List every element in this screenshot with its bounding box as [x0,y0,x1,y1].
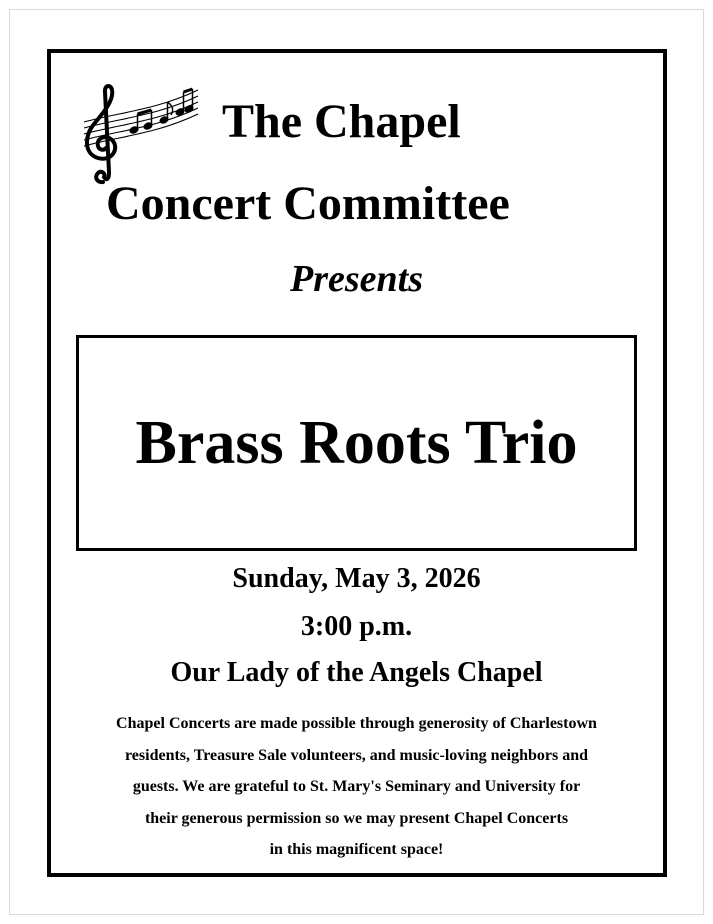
presents-heading: Presents [290,258,423,300]
blurb-line: residents, Treasure Sale volunteers, and music-loving neighbors and [124,746,588,764]
title-line-1: The Chapel [222,95,461,148]
event-time: 3:00 p.m. [300,611,413,642]
sponsor-blurb [70,708,643,866]
blurb-line: in this magnificent space! [269,841,444,858]
event-venue: Our Lady of the Angels Chapel [170,657,543,688]
blurb-line: their generous permission so we may present Chapel Concerts [144,809,569,827]
title-line-2: Concert Committee [106,177,510,230]
treble-clef-music-notes-icon [76,82,202,188]
blurb-line: guests. We are grateful to St. Mary's Seminary and University for [132,778,581,795]
blurb-line: Chapel Concerts are made possible through generosity of Charlestown [116,715,597,732]
event-date: Sunday, May 3, 2026 [232,563,481,594]
performer-name: Brass Roots Trio [135,409,578,477]
performer-box [76,335,637,551]
